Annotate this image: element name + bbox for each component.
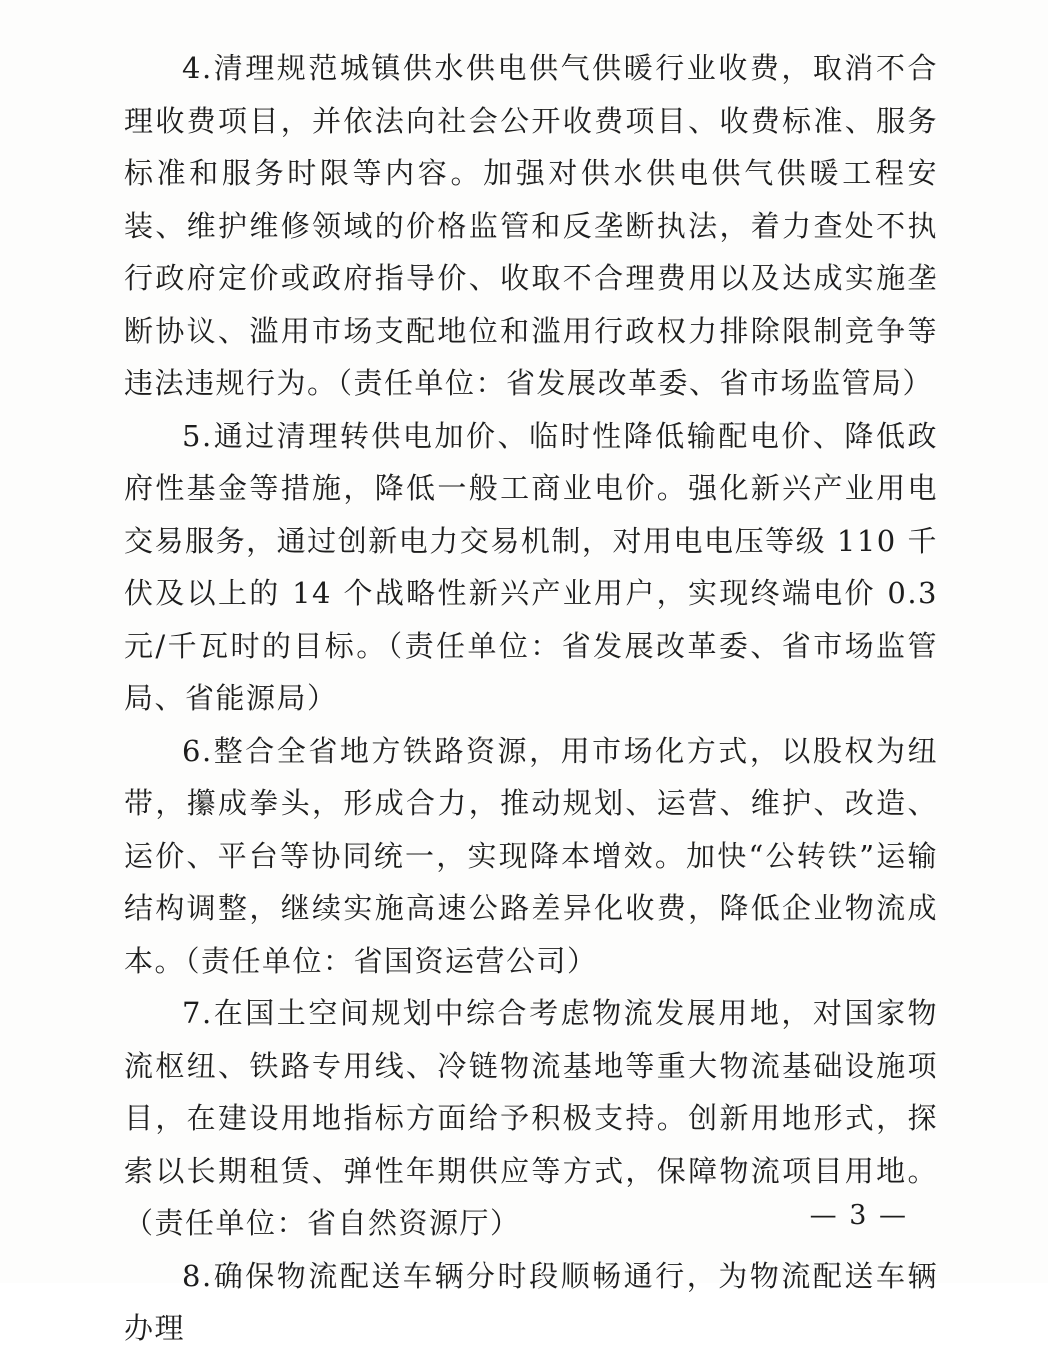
- paragraph-item-4: 4.清理规范城镇供水供电供气供暖行业收费，取消不合理收费项目，并依法向社会公开收费项目、收费标准、服务标准和服务时限等内容。加强对供水供电供气供暖工程安装、维护维修领域的价格监管和反垄断执法，着力查处不执行政府定价或政府指导价、收取不合理费用以及达成实施垄断协议、滥用市场支配地位和滥用行政权力排除限制竞争等违法违规行为。（责任单位：省发展改革委、省市场监管局）: [124, 51, 938, 400]
- paragraph-item-8: 8.确保物流配送车辆分时段顺畅通行，为物流配送车辆办理: [124, 1258, 938, 1345]
- paragraph-item-5: 5.通过清理转供电加价、临时性降低输配电价、降低政府性基金等措施，降低一般工商业电价。强化新兴产业用电交易服务，通过创新电力交易机制，对用电电压等级 110 千伏及以上的 14 个战略性新兴产业用户，实现终端电价 0.3 元/千瓦时的目标。（责任单位：省发展改革委、省市场监管局、省能源局）: [124, 418, 938, 715]
- paragraph-item-7: 7.在国土空间规划中综合考虑物流发展用地，对国家物流枢纽、铁路专用线、冷链物流基地等重大物流基础设施项目，在建设用地指标方面给予积极支持。创新用地形式，探索以长期租赁、弹性年期供应等方式，保障物流项目用地。（责任单位：省自然资源厅）: [124, 996, 938, 1240]
- page-number: — 3 —: [809, 1200, 908, 1231]
- document-body: [124, 42, 938, 1355]
- paragraph-item-6: 6.整合全省地方铁路资源，用市场化方式，以股权为纽带，攥成拳头，形成合力，推动规划、运营、维护、改造、运价、平台等协同统一，实现降本增效。加快“公转铁”运输结构调整，继续实施高速公路差异化收费，降低企业物流成本。（责任单位：省国资运营公司）: [124, 733, 938, 978]
